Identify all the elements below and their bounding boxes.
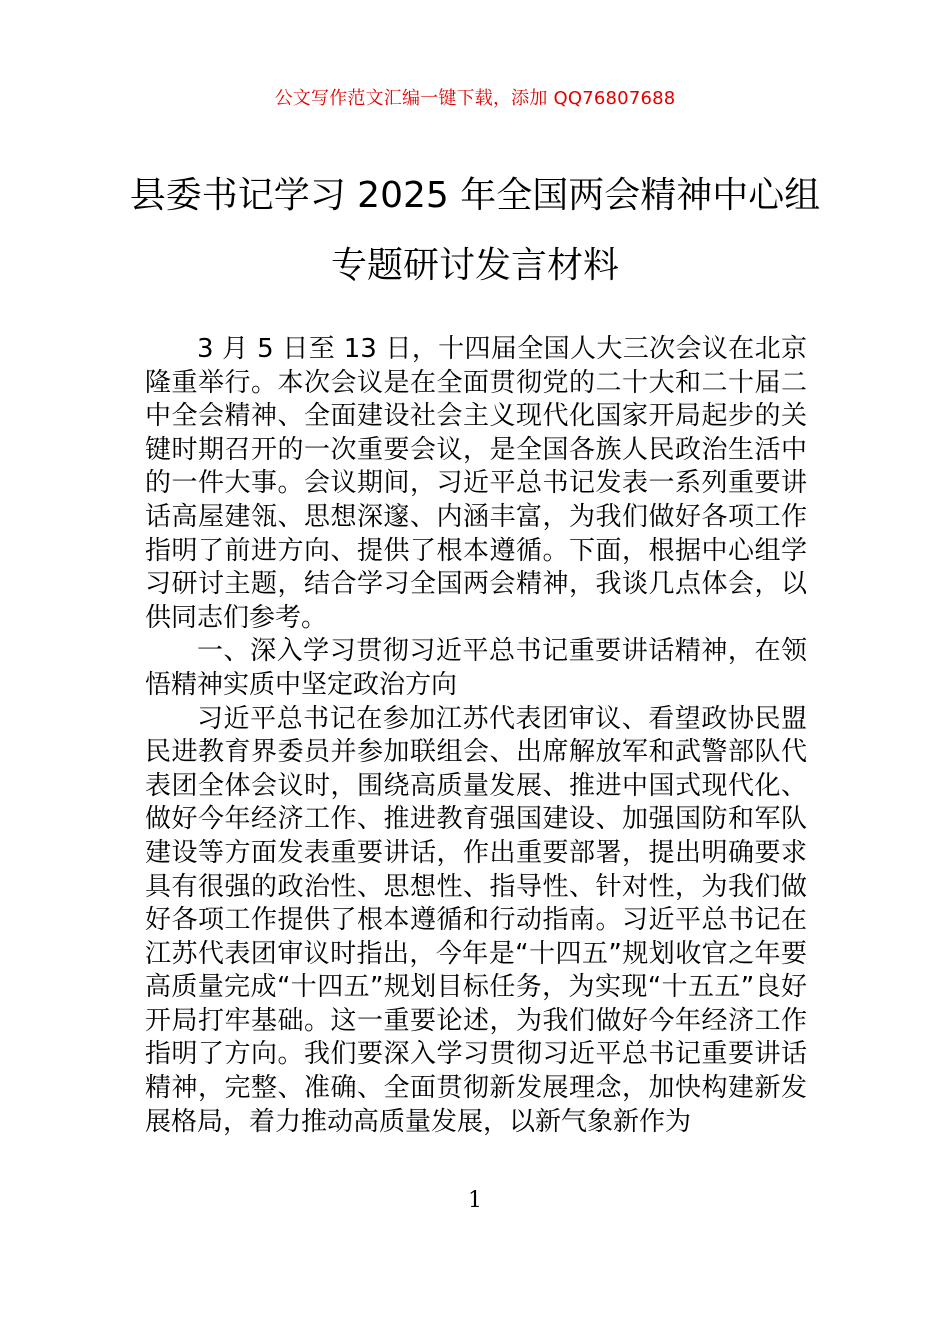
paragraph-section-1: 习近平总书记在参加江苏代表团审议、看望政协民盟民进教育界委员并参加联组会、出席解放军和武警部队代表团全体会议时，围绕高质量发展、推进中国式现代化、做好今年经济工作、推进教育强国建设、加强国防和军队建设等方面发表重要讲话，作出重要部署，提出明确要求具有很强的政治性、思想性、指导性、针对性，为我们做好各项工作提供了根本遵循和行动指南。习近平总书记在江苏代表团审议时指出，今年是“十四五”规划收官之年要高质量完成“十四五”规划目标任务，为实现“十五五”良好开局打牢基础。这一重要论述，为我们做好今年经济工作指明了方向。我们要深入学习贯彻习近平总书记重要讲话精神，完整、准确、全面贯彻新发展理念，加快构建新发展格局，着力推动高质量发展，以新气象新作为 [145, 703, 807, 1137]
page-number: 1 [468, 1188, 482, 1213]
paragraph-intro: 3 月 5 日至 13 日，十四届全国人大三次会议在北京隆重举行。本次会议是在全面贯彻党的二十大和二十届二中全会精神、全面建设社会主义现代化国家开局起步的关键时期召开的一次重要会议，是全国各族人民政治生活中的一件大事。会议期间，习近平总书记发表一系列重要讲话高屋建瓴、思想深邃、内涵丰富，为我们做好各项工作指明了前进方向、提供了根本遵循。下面，根据中心组学习研讨主题，结合学习全国两会精神，我谈几点体会，以供同志们参考。 [145, 334, 807, 633]
section-heading-1: 一、深入学习贯彻习近平总书记重要讲话精神，在领悟精神实质中坚定政治方向 [145, 636, 807, 700]
body-text [145, 333, 807, 1139]
title-line-1: 县委书记学习 2025 年全国两会精神中心组 [129, 175, 821, 216]
title-line-2: 专题研讨发言材料 [330, 245, 619, 286]
promo-banner[interactable]: 公文写作范文汇编一键下载，添加 QQ76807688 [274, 88, 676, 109]
